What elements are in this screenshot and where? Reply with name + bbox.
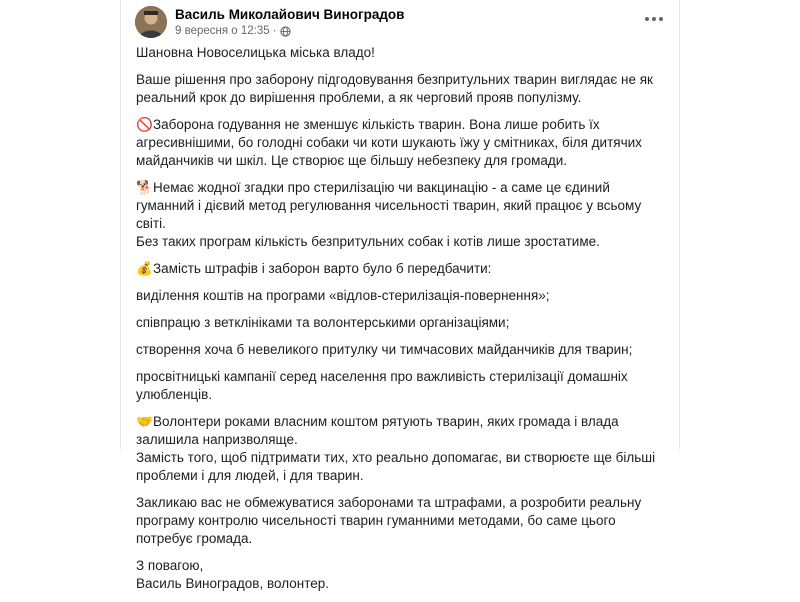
post-meta xyxy=(175,25,291,37)
intro-paragraph: Ваше рішення про заборону підгодовування безпритульних тварин виглядає не як реальний крок до вирішення проблеми, а як черговий прояв популізму. xyxy=(136,72,653,105)
point-sterilization xyxy=(136,179,666,251)
list-item: співпрацю з ветклініками та волонтерськими організаціями; xyxy=(136,315,510,330)
point-ban-text: Заборона годування не зменшує кількість тварин. Вона лише робить їх агресивнішими, бо голодні собаки чи коти шукають їжу у смітниках, біля дитячих майданчиків чи шкіл. Це створює ще більшу небезпеку для громади. xyxy=(136,117,642,168)
point-sterilization-text: Немає жодної згадки про стерилізацію чи вакцинацію - а саме це єдиний гуманний і дієвий метод регулювання чисельності тварин, який працює у всьому світі. xyxy=(136,180,642,231)
list-item: просвітницькі кампанії серед населення про важливість стерилізації домашніх улюбленців. xyxy=(136,369,628,402)
point-sterilization-text2: Без таких програм кількість безпритульних собак і котів лише зростатиме. xyxy=(136,234,600,249)
point-ban xyxy=(136,116,666,170)
signature-block xyxy=(136,557,666,593)
list-item: виділення коштів на програми «відлов-стерилізація-повернення»; xyxy=(136,288,550,303)
handshake-icon: 🤝 xyxy=(136,414,153,429)
point-volunteers-text: Волонтери роками власним коштом рятують тварин, яких громада і влада залишила напризволяще. xyxy=(136,414,619,447)
author-name[interactable]: Василь Миколайович Виноградов xyxy=(175,7,405,22)
greeting: Шановна Новоселицька міська владо! xyxy=(136,45,375,60)
regards: З повагою, xyxy=(136,558,204,573)
more-options-icon[interactable] xyxy=(641,12,667,26)
closing-paragraph: Закликаю вас не обмежуватися заборонами та штрафами, а розробити реальну програму контролю чисельності тварин гуманними методами, бо саме цього потребує громада. xyxy=(136,495,642,546)
post-header xyxy=(135,6,667,40)
meta-separator: · xyxy=(272,25,277,37)
signature: Василь Виноградов, волонтер. xyxy=(136,576,329,591)
post-body xyxy=(136,44,666,602)
point-volunteers xyxy=(136,413,666,485)
avatar[interactable] xyxy=(135,6,167,38)
facebook-post xyxy=(120,0,680,591)
avatar-image xyxy=(135,6,167,38)
point-volunteers-text2: Замість того, щоб підтримати тих, хто реально допомагає, ви створюєте ще більші проблеми і для людей, і для тварин. xyxy=(136,450,656,483)
point-alternatives-text: Замість штрафів і заборон варто було б передбачити: xyxy=(153,261,492,276)
money-bag-icon: 💰 xyxy=(136,261,153,276)
dog-icon: 🐕 xyxy=(136,180,153,195)
globe-icon xyxy=(280,26,291,37)
prohibited-icon: 🚫 xyxy=(136,117,153,132)
point-alternatives xyxy=(136,260,666,278)
post-date[interactable]: 9 вересня о 12:35 xyxy=(175,25,270,37)
list-item: створення хоча б невеликого притулку чи тимчасових майданчиків для тварин; xyxy=(136,342,633,357)
